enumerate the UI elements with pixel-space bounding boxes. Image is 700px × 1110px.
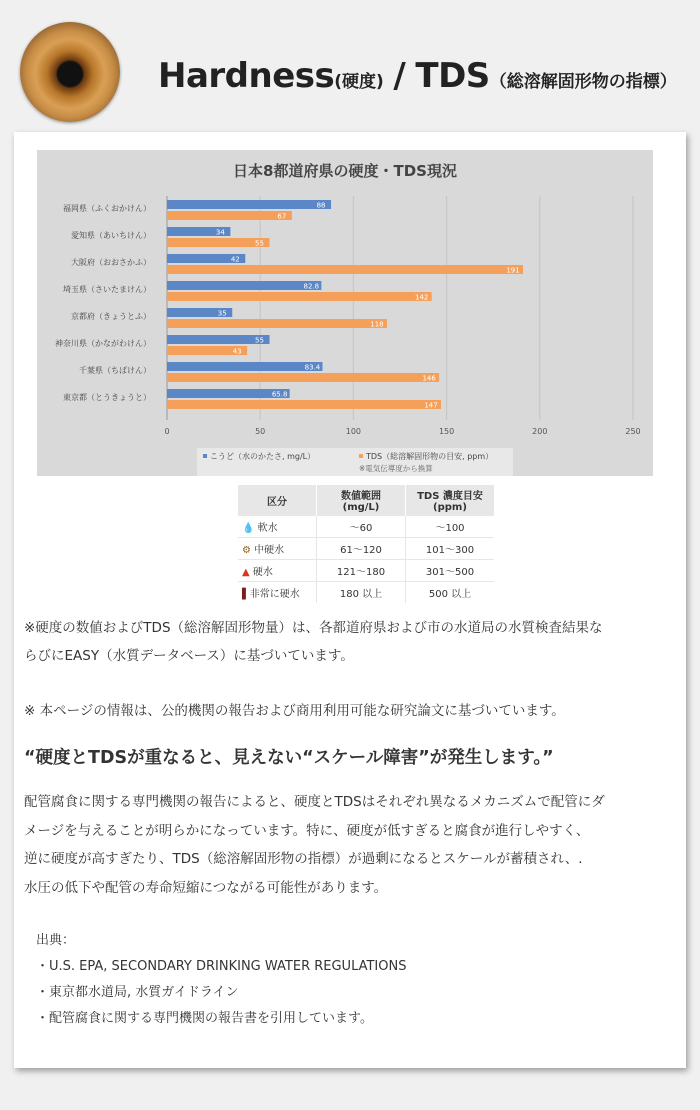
x-tick-label: 100 [345, 427, 362, 436]
title-hardness-jp: (硬度) [334, 72, 384, 92]
bar-icon: ▌ [242, 589, 250, 600]
category-label: 神奈川県（かながわけん） [55, 339, 151, 348]
table-cell-tds: ～100 [406, 516, 495, 538]
bar-value-label: 65.8 [271, 390, 288, 399]
bar [167, 400, 441, 409]
table-cell-tds: 500 以上 [406, 582, 495, 604]
bar-value-label: 34 [215, 228, 225, 237]
body-line4: 水圧の低下や配管の寿命短縮につながる可能性があります。 [24, 879, 388, 896]
bar-value-label: 43 [232, 347, 242, 356]
category-label: 埼玉県（さいたまけん） [63, 285, 151, 294]
data-source-note [24, 614, 679, 670]
category-label: 東京都（とうきょうと） [63, 393, 151, 402]
source-item: ・U.S. EPA, SECONDARY DRINKING WATER REGULATIONS [36, 959, 407, 974]
legend-swatch [359, 454, 363, 458]
page-title [158, 56, 677, 96]
x-tick-label: 250 [625, 427, 641, 436]
drop-icon: 💧 [242, 523, 255, 534]
bar-value-label: 118 [370, 320, 384, 329]
category-label: 硬水 [252, 567, 273, 578]
bar-value-label: 55 [255, 336, 264, 345]
category-label: 非常に硬水 [249, 589, 300, 600]
category-label: 京都府（きょうとふ） [71, 312, 151, 321]
note1-line1: ※硬度の数値およびTDS（総溶解固形物量）は、各都道府県および市の水道局の水質検査結果な [24, 620, 603, 636]
bar [167, 211, 292, 220]
bar-value-label: 55 [255, 239, 264, 248]
table-cell-category [238, 560, 317, 582]
sources [36, 928, 406, 1032]
title-separator: / [393, 56, 406, 96]
bar-value-label: 146 [422, 374, 436, 383]
legend-label: こうど（水のかたさ, mg/L） [210, 452, 316, 461]
table-row [238, 560, 494, 582]
table-row [238, 538, 494, 560]
content-card [14, 132, 686, 1068]
source-item: ・配管腐食に関する専門機関の報告書を引用しています。 [36, 1011, 373, 1026]
category-label: 大阪府（おおさかふ） [71, 258, 151, 267]
bar-value-label: 82.8 [303, 282, 320, 291]
category-label: 千葉県（ちばけん） [79, 366, 151, 375]
bar-value-label: 42 [230, 255, 240, 264]
bar-value-label: 67 [277, 212, 287, 221]
hardness-tds-chart [37, 150, 653, 476]
info-basis-note: ※ 本ページの情報は、公的機関の報告および商用利用可能な研究論文に基づいています。 [24, 703, 565, 719]
category-label: 福岡県（ふくおかけん） [63, 204, 151, 213]
legend-label: TDS（総溶解固形物の目安, ppm） [366, 452, 494, 461]
category-label: 中硬水 [254, 545, 285, 556]
bar-value-label: 147 [424, 401, 438, 410]
hardness-classification-table [238, 485, 494, 603]
bar [167, 200, 331, 209]
table-cell-range: 121～180 [317, 560, 406, 582]
source-item: ・東京都水道局, 水質ガイドライン [36, 985, 239, 1000]
x-tick-label: 150 [438, 427, 455, 436]
bar-value-label: 88 [316, 201, 326, 210]
x-tick-label: 50 [255, 427, 266, 436]
body-line2: メージを与えることが明らかになっています。特に、硬度が低すぎると腐食が進行しやすく、 [24, 822, 590, 839]
table-header-range: 数値範囲 (mg/L) [317, 485, 406, 516]
table-header-category: 区分 [238, 485, 317, 516]
table-cell-range: 180 以上 [317, 582, 406, 604]
table-cell-category [238, 538, 317, 560]
warning-icon: ▲ [242, 567, 250, 578]
title-hardness: Hardness [158, 56, 335, 96]
bar-value-label: 191 [506, 266, 520, 275]
category-label: 軟水 [257, 523, 278, 534]
table-cell-range: ～60 [317, 516, 406, 538]
title-tds-sub: （総溶解固形物の指標） [489, 72, 677, 92]
table-cell-tds: 301～500 [406, 560, 495, 582]
body-line3: 逆に硬度が高すぎたり、TDS（総溶解固形物の指標）が過剰になるとスケールが蓄積され、. [24, 851, 583, 867]
page-header [0, 0, 700, 130]
category-label: 愛知県（あいちけん） [71, 231, 151, 240]
x-tick-label: 200 [532, 427, 548, 436]
bar-value-label: 35 [217, 309, 227, 318]
section-heading: “硬度とTDSが重なると、見えない“スケール障害”が発生します。” [24, 748, 554, 768]
table-row [238, 582, 494, 604]
body-line1: 配管腐食に関する専門機関の報告によると、硬度とTDSはそれぞれ異なるメカニズムで配管にダ [24, 794, 605, 810]
pipe-cross-section-image [20, 22, 120, 122]
table-header-tds: TDS 濃度目安 (ppm) [406, 485, 495, 516]
bar-value-label: 83.4 [304, 363, 321, 372]
table-row [238, 516, 494, 538]
note1-line2: らびにEASY（水質データベース）に基づいています。 [24, 648, 354, 664]
table-cell-range: 61～120 [317, 538, 406, 560]
chart-title: 日本8都道府県の硬度・TDS現況 [233, 162, 457, 180]
bar [167, 373, 439, 382]
title-tds: TDS [415, 56, 490, 96]
sources-label: 出典： [36, 933, 76, 948]
bar-value-label: 142 [415, 293, 429, 302]
table-cell-tds: 101～300 [406, 538, 495, 560]
legend-swatch [203, 454, 207, 458]
body-text [24, 788, 679, 902]
table-cell-category [238, 516, 317, 538]
chart-svg [37, 150, 653, 476]
bar [167, 319, 387, 328]
pipe-icon: ⚙ [242, 545, 251, 556]
bar [167, 281, 321, 290]
legend-note: ※電気伝導度から換算 [359, 464, 433, 473]
table-cell-category [238, 582, 317, 604]
bar [167, 265, 523, 274]
bar [167, 362, 322, 371]
bar [167, 292, 432, 301]
x-tick-label: 0 [164, 427, 170, 436]
